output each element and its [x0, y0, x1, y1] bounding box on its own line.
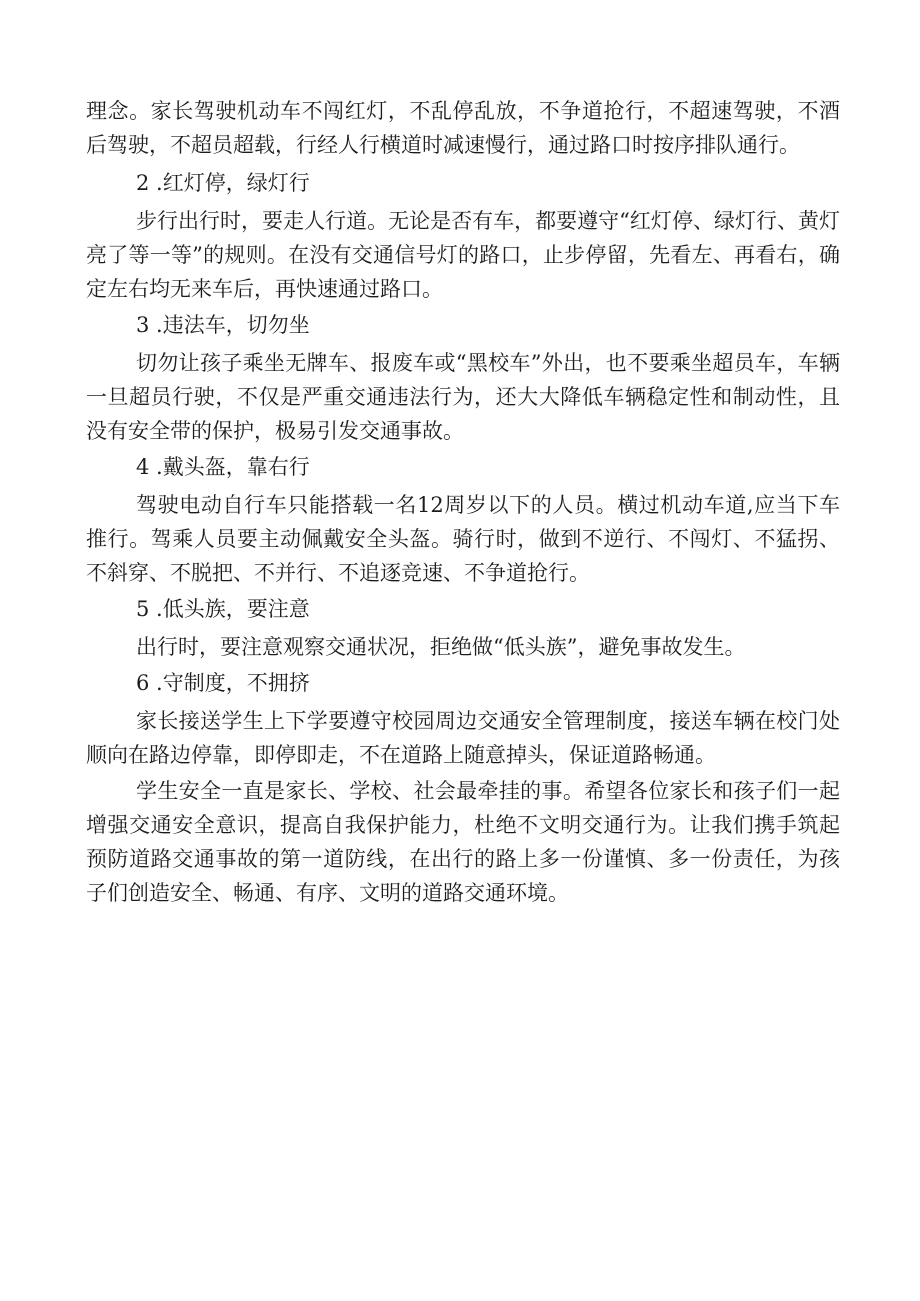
paragraph-heads-down: 出行时，要注意观察交通状况，拒绝做“低头族”，避免事故发生。	[136, 635, 746, 659]
section-heading-5: 5 .低头族，要注意	[136, 597, 310, 621]
paragraph-continuation: 理念。家长驾驶机动车不闯红灯，不乱停乱放，不争道抢行，不超速驾驶，不酒后驾驶，不超员超载，行经人行横道时减速慢行，通过路口时按序排队通行。	[86, 99, 840, 157]
section-heading-4: 4 .戴头盔，靠右行	[136, 455, 310, 479]
section-heading-3: 3 .违法车，切勿坐	[136, 313, 310, 337]
paragraph-school-rules: 家长接送学生上下学要遵守校园周边交通安全管理制度，接送车辆在校门处顺向在路边停靠，即停即走，不在道路上随意掉头，保证道路畅通。	[86, 709, 840, 767]
section-heading-6: 6 .守制度，不拥挤	[136, 671, 310, 695]
paragraph-helmet-keep-right: 驾驶电动自行车只能搭载一名12周岁以下的人员。横过机动车道,应当下车推行。驾乘人员要主动佩戴安全头盔。骑行时，做到不逆行、不闯灯、不猛拐、不斜穿、不脱把、不并行、不追逐竞速、不争道抢行。	[86, 493, 840, 585]
paragraph-conclusion: 学生安全一直是家长、学校、社会最牵挂的事。希望各位家长和孩子们一起增强交通安全意识，提高自我保护能力，杜绝不文明交通行为。让我们携手筑起预防道路交通事故的第一道防线，在出行的路上多一份谨慎、多一份责任，为孩子们创造安全、畅通、有序、文明的道路交通环境。	[86, 779, 840, 905]
document-body	[86, 94, 840, 912]
section-heading-2: 2 .红灯停，绿灯行	[136, 171, 310, 195]
paragraph-illegal-vehicles: 切勿让孩子乘坐无牌车、报废车或“黑校车”外出，也不要乘坐超员车，车辆一旦超员行驶，不仅是严重交通违法行为，还大大降低车辆稳定性和制动性，且没有安全带的保护，极易引发交通事故。	[86, 351, 840, 443]
paragraph-red-green-light: 步行出行时，要走人行道。无论是否有车，都要遵守“红灯停、绿灯行、黄灯亮了等一等”的规则。在没有交通信号灯的路口，止步停留，先看左、再看右，确定左右均无来车后，再快速通过路口。	[86, 209, 840, 301]
